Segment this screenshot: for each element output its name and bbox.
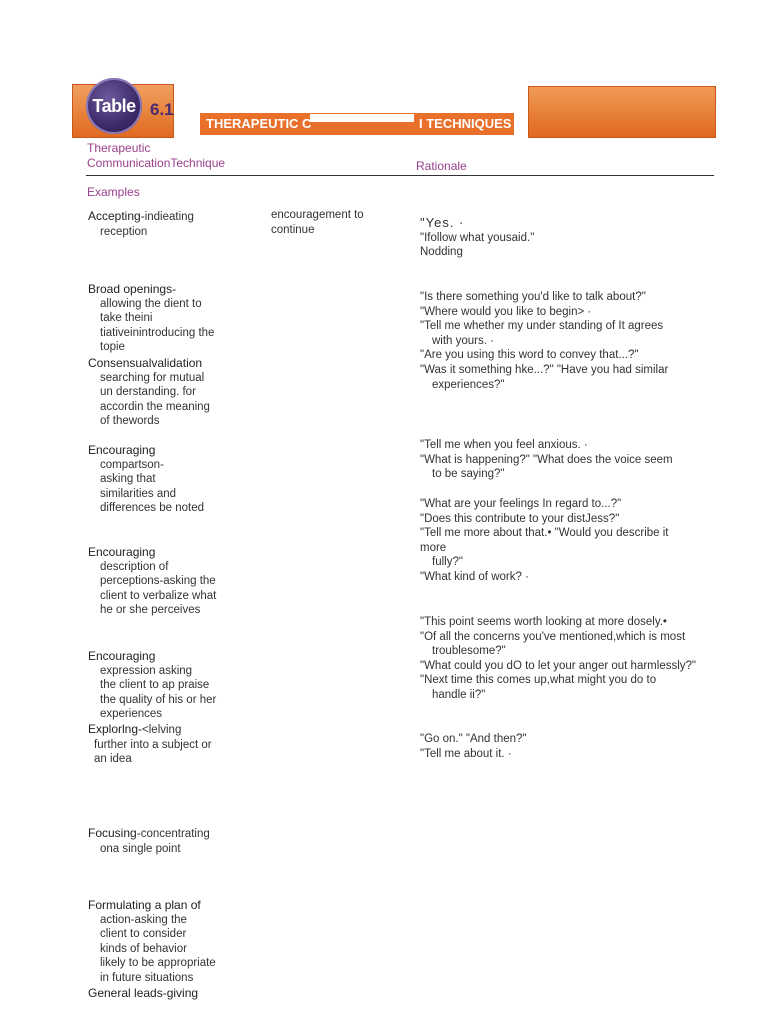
technique-desc: un derstanding. for (100, 386, 196, 399)
examples-encouraging-expression (420, 615, 720, 703)
technique-encouraging-comparison (88, 443, 238, 516)
technique-accepting (88, 209, 238, 239)
column-heading-rationale: Rationale (416, 159, 467, 173)
example-line: "Is there something you'd like to talk about?" (420, 291, 646, 303)
example-line: to be saying?" (432, 468, 505, 481)
technique-desc: <lelving (142, 724, 182, 736)
technique-name: Focusing- (88, 826, 141, 840)
technique-name: Accepting- (88, 209, 145, 223)
technique-desc: tiativeinintroducing the (100, 326, 215, 339)
technique-name-general-leads: General leads-giving (88, 985, 199, 1000)
technique-desc: likely to be appropriate (100, 957, 216, 970)
technique-desc: he or she perceives (100, 604, 201, 617)
column-heading-examples: Examples (87, 185, 140, 199)
example-line: "Of all the concerns you've mentioned,which is most (420, 630, 686, 643)
example-line: "What could you dO to let your anger out harmlessly?" (420, 659, 696, 672)
technique-desc: perceptions-asking the (100, 575, 216, 588)
example-line: "Ifollow what yousaid." (420, 231, 535, 244)
rationale-line: continue (271, 224, 315, 236)
technique-desc: the client to ap praise (100, 679, 210, 692)
example-line: "What are your feelings In regard to...?" (420, 498, 622, 510)
example-line: "Are you using this word to convey that...?" (420, 349, 639, 362)
technique-name: Encouraging (88, 545, 156, 559)
technique-name: Broad openings- (88, 282, 177, 296)
technique-desc: accordin the meaning (100, 400, 210, 413)
technique-desc: reception (100, 225, 148, 238)
technique-desc: similarities and (100, 487, 177, 500)
technique-name: Encouraging (88, 443, 156, 457)
column-heading-technique (87, 141, 225, 171)
example-line: more (420, 541, 447, 554)
header-banner-right (528, 86, 716, 138)
example-line: "Tell me more about that.• "Would you describe it (420, 527, 669, 540)
examples-broad-openings (420, 290, 720, 392)
example-line: "Next time this comes up,what might you do to (420, 674, 657, 687)
technique-encouraging-description (88, 545, 238, 618)
technique-desc: ona single point (100, 842, 181, 855)
technique-desc: expression asking (100, 664, 193, 677)
technique-name: Encouraging (88, 649, 156, 663)
technique-focusing (88, 826, 238, 856)
examples-encouraging-description (420, 497, 720, 585)
header-rule (86, 175, 714, 176)
column-heading-technique-line-1: Therapeutic (87, 141, 151, 155)
example-line: "Go on." "And then?" (420, 733, 527, 745)
technique-desc: action-asking the (100, 913, 187, 926)
technique-desc: experiences (100, 708, 163, 721)
examples-accepting (420, 216, 720, 260)
table-title-part-1: THERAPEUTIC C (206, 116, 312, 131)
technique-consensual-validation (88, 356, 238, 429)
example-line: troublesome?" (432, 645, 506, 658)
technique-exploring (88, 722, 238, 767)
technique-desc: differences be noted (100, 502, 205, 515)
examples-exploring (420, 732, 720, 761)
table-badge-label: Table (92, 96, 136, 116)
example-line: experiences?" (432, 378, 505, 391)
table-number: 6.1 (150, 100, 174, 119)
table-title-part-2: I TECHNIQUES (419, 116, 512, 131)
title-bar-gap (310, 114, 414, 122)
example-line: handle ii?" (432, 688, 486, 701)
example-line: "Tell me when you feel anxious. · (420, 439, 588, 451)
example-line: "Tell me about it. · (420, 747, 512, 760)
example-line: with yours. · (432, 334, 494, 347)
technique-desc: in future situations (100, 971, 194, 984)
example-line: "What is happening?" "What does the voice seem (420, 453, 673, 466)
technique-formulating-plan (88, 898, 238, 1000)
technique-name: Explorlng- (88, 722, 143, 736)
example-line: "Where would you like to begin> · (420, 305, 592, 318)
technique-name: Consensualvalidation (88, 356, 203, 370)
technique-broad-openings (88, 282, 238, 355)
column-heading-technique-line-2: CommunicationTechnique (87, 156, 226, 170)
examples-encouraging-comparison (420, 438, 720, 482)
example-line: "Was it something hke...?" "Have you had similar (420, 363, 669, 376)
example-line: "This point seems worth looking at more dosely.• (420, 616, 667, 628)
technique-desc: allowing the dient to (100, 297, 202, 310)
technique-desc: an idea (94, 753, 132, 766)
technique-desc: take theini (100, 312, 153, 325)
technique-desc: of thewords (100, 415, 160, 428)
example-line: "What kind of work? · (420, 570, 529, 583)
technique-desc: further into a subject or (94, 738, 212, 751)
technique-encouraging-expression (88, 649, 238, 722)
example-line: fully?" (432, 556, 463, 569)
example-line: "Tell me whether my under standing of It agrees (420, 320, 664, 333)
technique-desc: topie (100, 341, 125, 354)
technique-desc: the quality of his or her (100, 693, 217, 706)
technique-desc: compartson- (100, 458, 164, 471)
technique-desc: asking that (100, 473, 156, 486)
example-line: "Does this contribute to your distJess?" (420, 512, 620, 525)
technique-desc: client to verbalize what (100, 589, 217, 602)
technique-desc: searching for mutual (100, 371, 205, 384)
technique-desc: indieating (144, 211, 194, 223)
technique-desc: concentrating (140, 828, 210, 840)
technique-name: Formulating a plan of (88, 898, 201, 912)
technique-desc: kinds of behavior (100, 942, 187, 955)
rationale-accepting (271, 208, 401, 238)
example-line: "Yes. · (420, 215, 465, 230)
rationale-line: encouragement to (271, 209, 364, 221)
example-line: Nodding (420, 246, 463, 259)
technique-desc: description of (100, 560, 169, 573)
technique-desc: client to consider (100, 928, 187, 941)
